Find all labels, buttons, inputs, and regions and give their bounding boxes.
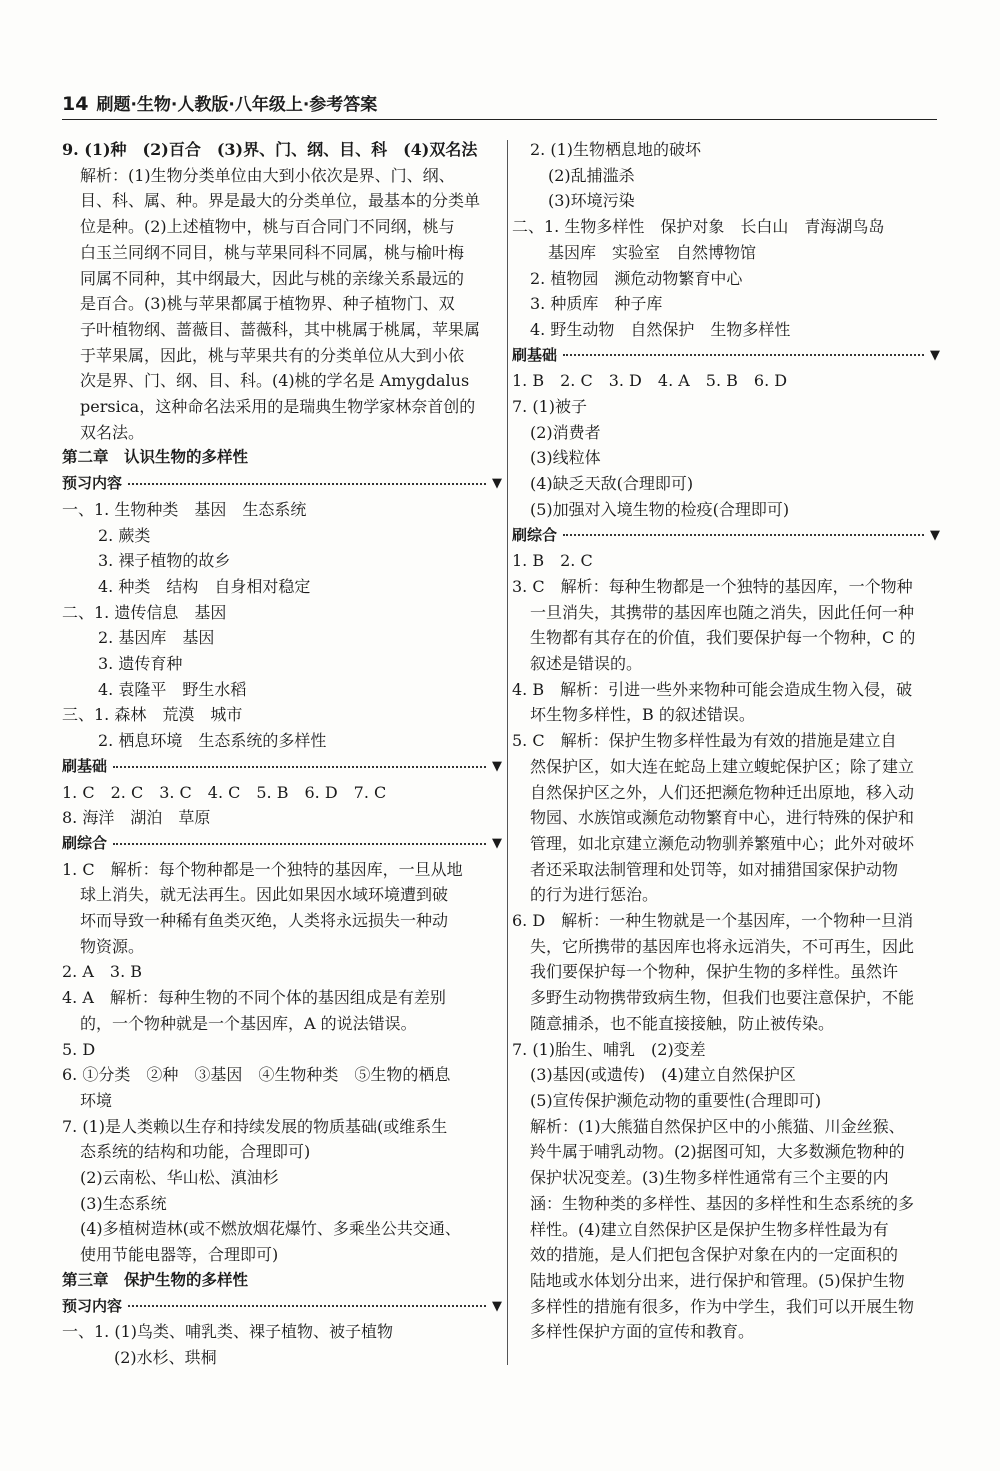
answer-line: 的行为进行惩治。	[530, 885, 659, 905]
dotted-leader	[113, 843, 486, 845]
answer-line: (3)线粒体	[530, 448, 601, 468]
answer-line: 5. D	[62, 1039, 96, 1059]
answer-line: 1. B 2. C	[512, 551, 593, 571]
answer-line: 基因库 实验室 自然博物馆	[548, 242, 757, 262]
answer-line: 1. B 2. C 3. D 4. A 5. B 6. D	[512, 371, 788, 391]
answer-line: 9. (1)种 (2)百合 (3)界、门、纲、目、科 (4)双名法	[62, 140, 478, 159]
answer-line: 7. (1)胎生、哺乳 (2)变差	[512, 1039, 706, 1059]
answer-line: 一、1. 生物种类 基因 生态系统	[62, 499, 307, 519]
answer-line: 样性。(4)建立自然保护区是保护生物多样性最为有	[530, 1219, 889, 1239]
answer-line: 效的措施，是人们把包含保护对象在内的一定面积的	[530, 1245, 899, 1265]
answer-line: 目、科、属、种。界是最大的分类单位，最基本的分类单	[80, 191, 481, 211]
dotted-leader	[563, 354, 924, 356]
answer-line: 物园、水族馆或濒危动物繁育中心，进行特殊的保护和	[530, 808, 915, 828]
answer-line: 涵：生物种类的多样性、基因的多样性和生态系统的多	[530, 1193, 915, 1213]
answer-line: (2)云南松、华山松、滇油杉	[80, 1168, 279, 1188]
answer-line: 者还采取法制管理和处罚等，如对捕猎国家保护动物	[530, 859, 899, 879]
answer-line: 解析：(1)大熊猫自然保护区中的小熊猫、川金丝猴、	[530, 1116, 905, 1136]
chapter-title: 第三章 保护生物的多样性	[62, 1270, 249, 1289]
section-heading-label: 预习内容	[62, 1296, 123, 1315]
answer-line: 一、1. (1)鸟类、哺乳类、裸子植物、被子植物	[62, 1322, 394, 1342]
dotted-leader	[113, 766, 486, 768]
answer-line: 陆地或水体划分出来，进行保护和管理。(5)保护生物	[530, 1270, 905, 1290]
answer-line: 2. 蕨类	[98, 525, 151, 545]
answer-line: 3. 种质库 种子库	[530, 294, 663, 314]
answer-line: (4)缺乏天敌(合理即可)	[530, 474, 694, 494]
section-heading-label: 刷基础	[62, 756, 108, 775]
page-header	[62, 86, 937, 120]
right-column	[512, 137, 940, 1345]
answer-line: 7. (1)是人类赖以生存和持续发展的物质基础(或维系生	[62, 1116, 448, 1136]
answer-line: 环境	[80, 1090, 113, 1110]
answer-line: 我们要保护每一个物种，保护生物的多样性。虽然许	[530, 962, 899, 982]
answer-line: 位是种。(2)上述植物中，桃与百合同门不同纲，桃与	[80, 217, 455, 237]
triangle-down-icon: ▼	[492, 835, 502, 851]
answer-line: 2. 栖息环境 生态系统的多样性	[98, 731, 327, 751]
answer-line: 子叶植物纲、蔷薇目、蔷薇科，其中桃属于桃属，苹果属	[80, 319, 481, 339]
answer-line: 生物都有其存在的价值，我们要保护每一个物种，C 的	[530, 628, 916, 648]
answer-line: 保护状况变差。(3)生物多样性通常有三个主要的内	[530, 1168, 889, 1188]
answer-line: 然保护区，如大连在蛇岛上建立蝮蛇保护区；除了建立	[530, 756, 915, 776]
answer-line: (4)多植树造林(或不燃放烟花爆竹、多乘坐公共交通、	[80, 1219, 461, 1239]
answer-line: 使用节能电器等，合理即可)	[80, 1245, 279, 1265]
answer-line: 多样性保护方面的宣传和教育。	[530, 1322, 755, 1342]
answer-line: (3)基因(或遗传) (4)建立自然保护区	[530, 1065, 796, 1085]
answer-line: 4. 种类 结构 自身相对稳定	[98, 576, 311, 596]
answer-line: 3. C 解析：每种生物都是一个独特的基因库，一个物种	[512, 576, 913, 596]
answer-line: 于苹果属，因此，桃与苹果共有的分类单位从大到小依	[80, 345, 465, 365]
section-heading-label: 刷综合	[62, 833, 108, 852]
section-heading	[62, 831, 502, 857]
answer-line: 解析：(1)生物分类单位由大到小依次是界、门、纲、	[80, 165, 455, 185]
answer-line: 3. 遗传育种	[98, 654, 183, 674]
answer-line: 物资源。	[80, 936, 145, 956]
answer-line: 同属不同种，其中纲最大，因此与桃的亲缘关系最远的	[80, 268, 465, 288]
answer-line: (2)水杉、珙桐	[114, 1347, 217, 1367]
section-heading-label: 预习内容	[62, 474, 123, 493]
answer-line: (2)消费者	[530, 422, 601, 442]
answer-line: 管理，如北京建立濒危动物驯养繁殖中心；此外对破坏	[530, 833, 915, 853]
answer-line: 三、1. 森林 荒漠 城市	[62, 705, 243, 725]
answer-line: 失，它所携带的基因库也将永远消失，不可再生，因此	[530, 936, 915, 956]
page-number: 14	[62, 93, 89, 115]
section-heading	[62, 754, 502, 780]
answer-line: (2)乱捕滥杀	[548, 165, 635, 185]
answer-line: 态系统的结构和功能，合理即可)	[80, 1142, 311, 1162]
answer-line: 1. C 2. C 3. C 4. C 5. B 6. D 7. C	[62, 782, 387, 802]
section-heading-label: 刷综合	[512, 525, 558, 544]
chapter-title: 第二章 认识生物的多样性	[62, 448, 249, 467]
answer-line: 4. 袁隆平 野生水稻	[98, 679, 247, 699]
answer-line: 1. C 解析：每个物种都是一个独特的基因库，一旦从地	[62, 859, 463, 879]
answer-line: 随意捕杀，也不能直接接触，防止被传染。	[530, 1013, 835, 1033]
triangle-down-icon: ▼	[492, 476, 502, 492]
answer-line: (3)环境污染	[548, 191, 635, 211]
answer-line: 自然保护区之外，人们还把濒危物种迁出原地，移入动	[530, 782, 915, 802]
section-heading	[62, 1294, 502, 1320]
answer-line: 2. A 3. B	[62, 962, 143, 982]
answer-line: 8. 海洋 湖泊 草原	[62, 808, 211, 828]
dotted-leader	[563, 534, 924, 536]
answer-line: 4. 野生动物 自然保护 生物多样性	[530, 319, 791, 339]
answer-line: 多野生动物携带致病生物，但我们也要注意保护，不能	[530, 988, 915, 1008]
answer-line: 4. A 解析：每种生物的不同个体的基因组成是有差别	[62, 988, 446, 1008]
answer-line: 羚牛属于哺乳动物。(2)据图可知，大多数濒危物种的	[530, 1142, 905, 1162]
answer-line: 二、1. 生物多样性 保护对象 长白山 青海湖鸟岛	[512, 217, 885, 237]
answer-line: 白玉兰同纲不同目，桃与苹果同科不同属，桃与榆叶梅	[80, 242, 465, 262]
answer-line: (5)宣传保护濒危动物的重要性(合理即可)	[530, 1090, 822, 1110]
triangle-down-icon: ▼	[492, 758, 502, 774]
triangle-down-icon: ▼	[930, 527, 940, 543]
section-heading	[512, 343, 940, 369]
answer-line: 次是界、门、纲、目、科。(4)桃的学名是 Amygdalus	[80, 371, 470, 391]
answer-line: 坏而导致一种稀有鱼类灭绝，人类将永远损失一种动	[80, 911, 449, 931]
answer-line: 二、1. 遗传信息 基因	[62, 602, 227, 622]
answer-line: 2. 基因库 基因	[98, 628, 215, 648]
answer-line: 2. 植物园 濒危动物繁育中心	[530, 268, 743, 288]
answer-line: 的，一个物种就是一个基因库，A 的说法错误。	[80, 1013, 417, 1033]
answer-line: 3. 裸子植物的故乡	[98, 551, 231, 571]
answer-line: 双名法。	[80, 422, 145, 442]
answer-line: 6. ①分类 ②种 ③基因 ④生物种类 ⑤生物的栖息	[62, 1065, 451, 1085]
answer-line: (5)加强对入境生物的检疫(合理即可)	[530, 499, 790, 519]
answer-line: 一旦消失，其携带的基因库也随之消失，因此任何一种	[530, 602, 915, 622]
answer-line: 5. C 解析：保护生物多样性最为有效的措施是建立自	[512, 731, 897, 751]
answer-line: 6. D 解析：一种生物就是一个基因库，一个物种一旦消	[512, 911, 914, 931]
answer-line: 7. (1)被子	[512, 397, 588, 417]
page-title: 刷题·生物·人教版·八年级上·参考答案	[96, 95, 378, 115]
dotted-leader	[128, 483, 486, 485]
triangle-down-icon: ▼	[492, 1298, 502, 1314]
answer-line: 2. (1)生物栖息地的破坏	[530, 140, 702, 159]
dotted-leader	[128, 1305, 486, 1307]
answer-line: 是百合。(3)桃与苹果都属于植物界、种子植物门、双	[80, 294, 455, 314]
answer-line: 叙述是错误的。	[530, 654, 643, 674]
left-column	[62, 137, 502, 1371]
column-divider	[507, 140, 508, 1365]
answer-line: 球上消失，就无法再生。因此如果因水域环境遭到破	[80, 885, 449, 905]
section-heading	[62, 471, 502, 497]
answer-line: 多样性的措施有很多，作为中学生，我们可以开展生物	[530, 1296, 915, 1316]
answer-line: persica，这种命名法采用的是瑞典生物学家林奈首创的	[80, 397, 476, 417]
section-heading	[512, 523, 940, 549]
answer-line: (3)生态系统	[80, 1193, 167, 1213]
answer-line: 4. B 解析：引进一些外来物种可能会造成生物入侵，破	[512, 679, 913, 699]
triangle-down-icon: ▼	[930, 347, 940, 363]
answer-line: 坏生物多样性，B 的叙述错误。	[530, 705, 755, 725]
section-heading-label: 刷基础	[512, 345, 558, 364]
